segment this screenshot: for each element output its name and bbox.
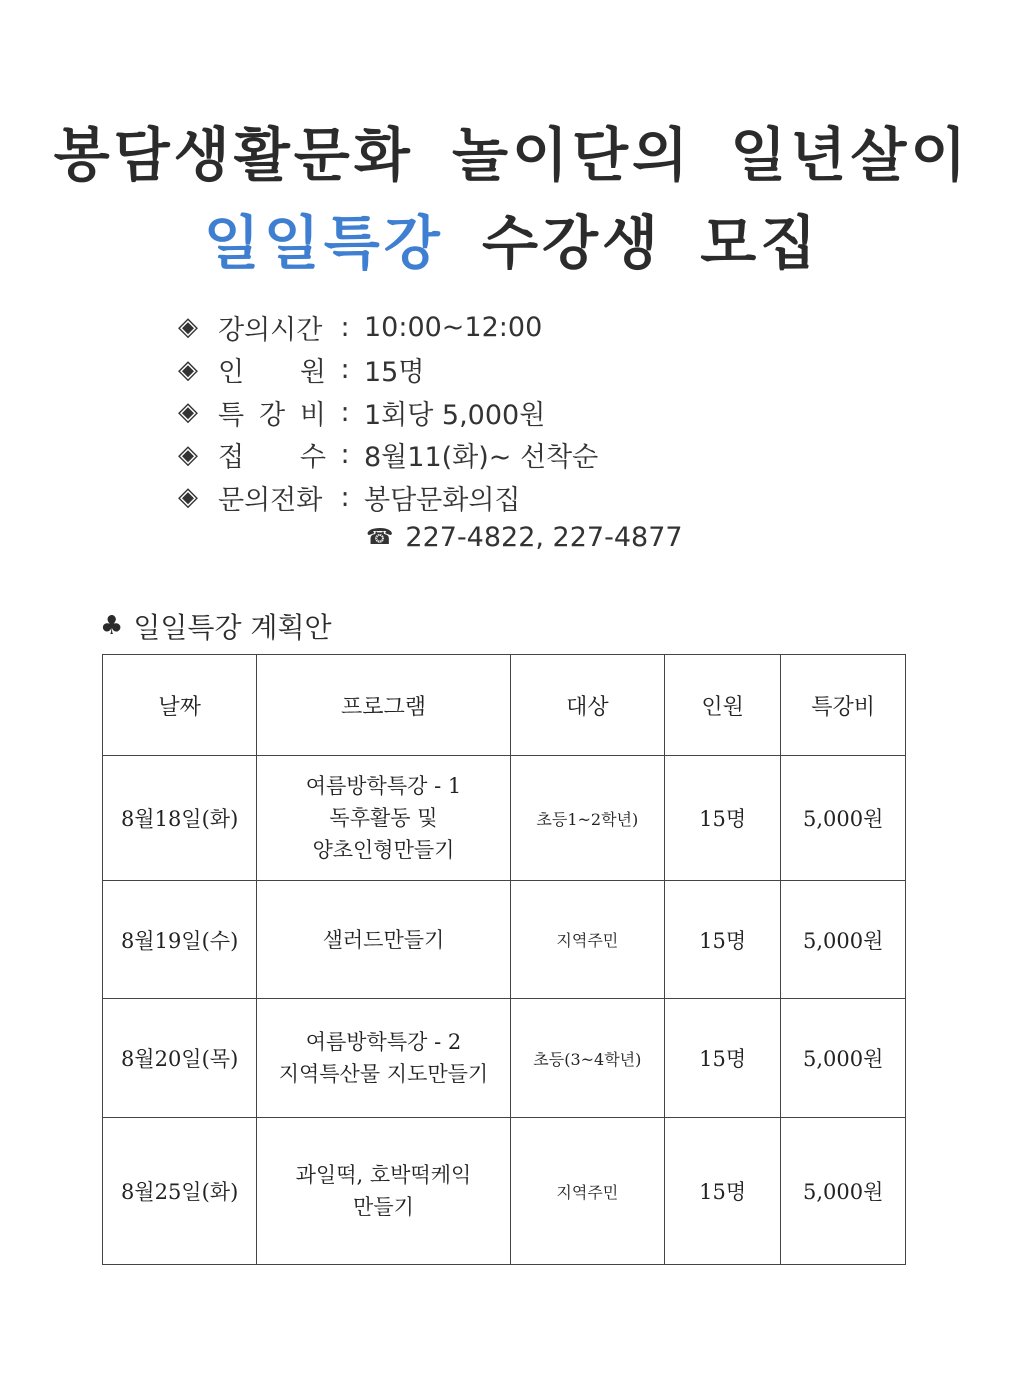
table-row	[103, 881, 906, 999]
info-label	[218, 435, 326, 474]
info-label-text	[218, 350, 326, 389]
row-program	[257, 756, 511, 881]
info-label-part: 인	[218, 357, 245, 389]
table-row	[103, 999, 906, 1118]
telephone-icon: ☎	[366, 525, 394, 550]
diamond-bullet-icon: ◈	[178, 354, 198, 385]
page-subtitle	[0, 196, 1024, 280]
row-count: 15명	[664, 999, 780, 1118]
program-line: 지역특산물 지도만들기	[278, 1062, 489, 1086]
row-target: 지역주민	[510, 1118, 664, 1265]
info-separator: :	[340, 481, 350, 513]
diamond-bullet-icon: ◈	[178, 482, 198, 513]
header-target: 대상	[510, 655, 664, 756]
row-date: 8월20일(목)	[103, 999, 257, 1118]
club-icon: ♣	[100, 611, 124, 641]
page-title: 봉담생활문화 놀이단의 일년살이	[53, 121, 971, 189]
info-label-text	[218, 435, 326, 474]
phone-line	[366, 522, 683, 553]
row-fee: 5,000원	[781, 1118, 906, 1265]
row-date: 8월25일(화)	[103, 1118, 257, 1265]
info-row-capacity	[178, 349, 598, 392]
info-list	[178, 306, 598, 519]
row-target: 초등(3~4학년)	[510, 999, 664, 1118]
info-row-time	[178, 306, 598, 349]
row-fee: 5,000원	[781, 881, 906, 999]
row-program	[257, 1118, 511, 1265]
diamond-bullet-icon: ◈	[178, 439, 198, 470]
info-separator: :	[340, 439, 350, 471]
header-count: 인원	[664, 655, 780, 756]
info-row-registration	[178, 434, 598, 477]
row-count: 15명	[664, 881, 780, 999]
row-target: 지역주민	[510, 881, 664, 999]
program-line: 여름방학특강 - 2	[305, 1030, 462, 1054]
info-label: 강의시간	[218, 314, 323, 346]
subtitle-accent: 일일특강	[203, 209, 444, 277]
program-line: 과일떡, 호박떡케익	[295, 1163, 472, 1187]
plan-heading	[100, 606, 332, 646]
info-label-text	[218, 393, 326, 432]
row-fee: 5,000원	[781, 999, 906, 1118]
info-value: 봉담문화의집	[364, 484, 521, 516]
info-label	[218, 350, 326, 389]
info-label-part: 수	[299, 442, 326, 474]
row-program	[257, 999, 511, 1118]
diamond-bullet-icon: ◈	[178, 312, 198, 343]
header-date: 날짜	[103, 655, 257, 756]
table-header-row	[103, 655, 906, 756]
info-label	[218, 393, 326, 432]
info-separator: :	[340, 396, 350, 428]
plan-table	[102, 654, 906, 1265]
subtitle-rest: 수강생 모집	[481, 209, 821, 277]
info-value: 8월11(화)~ 선착순	[364, 442, 599, 474]
row-count: 15명	[664, 1118, 780, 1265]
info-label-part: 강	[258, 399, 286, 431]
table-row	[103, 756, 906, 881]
row-count: 15명	[664, 756, 780, 881]
program-line: 독후활동 및	[329, 806, 438, 830]
program-line: 양초인형만들기	[312, 838, 455, 862]
program-line: 여름방학특강 - 1	[305, 774, 462, 798]
row-date: 8월19일(수)	[103, 881, 257, 999]
plan-title: 일일특강 계획안	[133, 611, 332, 644]
header-program: 프로그램	[257, 655, 511, 756]
header-fee: 특강비	[781, 655, 906, 756]
diamond-bullet-icon: ◈	[178, 397, 198, 428]
info-row-contact	[178, 476, 598, 519]
info-label-part: 원	[299, 357, 326, 389]
row-program	[257, 881, 511, 999]
program-line: 만들기	[353, 1195, 414, 1219]
info-label-part: 접	[218, 442, 245, 474]
table-row	[103, 1118, 906, 1265]
info-value: 15명	[364, 357, 425, 389]
info-separator: :	[340, 354, 350, 386]
row-date: 8월18일(화)	[103, 756, 257, 881]
info-label: 문의전화	[218, 484, 323, 516]
phone-numbers: 227-4822, 227-4877	[405, 522, 683, 553]
program-line: 샐러드만들기	[322, 927, 445, 952]
info-separator: :	[340, 311, 350, 343]
info-row-fee	[178, 391, 598, 434]
info-label-part: 특	[218, 399, 245, 431]
row-fee: 5,000원	[781, 756, 906, 881]
info-value: 1회당 5,000원	[364, 399, 546, 431]
info-value: 10:00~12:00	[364, 311, 543, 343]
info-label-part: 비	[299, 399, 326, 431]
row-target: 초등1~2학년)	[510, 756, 664, 881]
